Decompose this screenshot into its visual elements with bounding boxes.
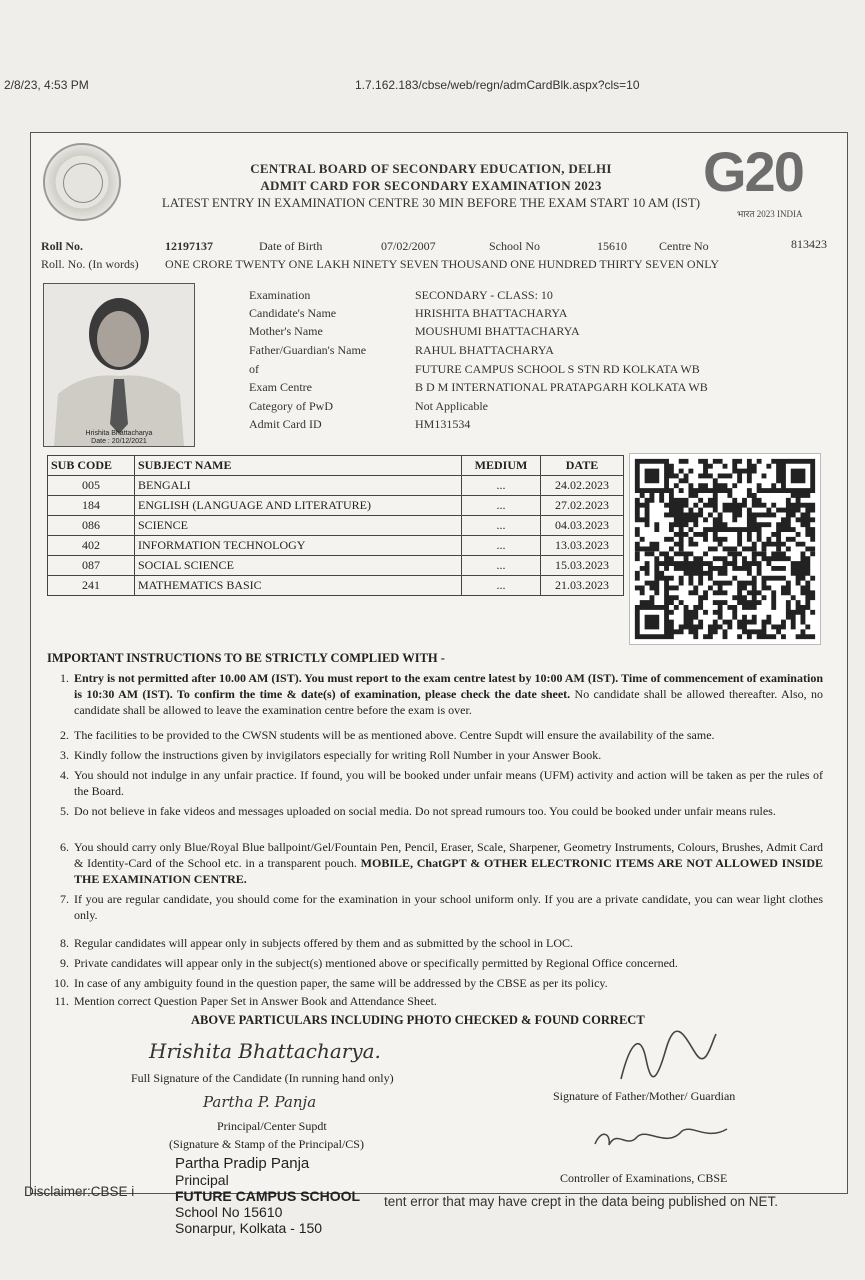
- subject-name: INFORMATION TECHNOLOGY: [135, 536, 462, 556]
- table-row: [48, 556, 624, 576]
- subject-name: SCIENCE: [135, 516, 462, 536]
- exam-date: 21.03.2023: [541, 576, 624, 596]
- instruction-bold: MOBILE, ChatGPT & OTHER ELECTRONIC ITEMS ARE NOT ALLOWED INSIDE THE EXAMINATION CENTRE.: [74, 856, 823, 886]
- principal-label: Principal/Center Supdt: [217, 1119, 327, 1133]
- stamp-school: FUTURE CAMPUS SCHOOL: [175, 1188, 361, 1204]
- exam-date: 13.03.2023: [541, 536, 624, 556]
- medium: ...: [462, 576, 541, 596]
- detail-value: FUTURE CAMPUS SCHOOL S STN RD KOLKATA WB: [415, 362, 700, 376]
- instruction-item: [47, 767, 823, 799]
- exam-date: 24.02.2023: [541, 476, 624, 496]
- table-row: [48, 516, 624, 536]
- cbse-logo-icon: [43, 143, 121, 221]
- medium: ...: [462, 496, 541, 516]
- stamp-address: Sonarpur, Kolkata - 150: [175, 1220, 323, 1236]
- subject-name: BENGALI: [135, 476, 462, 496]
- detail-value: MOUSHUMI BHATTACHARYA: [415, 324, 580, 338]
- candidate-silhouette-icon: [44, 284, 194, 446]
- instruction-number: 8.: [60, 936, 69, 950]
- school-label: School No: [489, 239, 540, 253]
- disclaimer-end: tent error that may have crept in the data being published on NET.: [384, 1194, 778, 1209]
- col-subject-name: SUBJECT NAME: [135, 456, 462, 476]
- instruction-item: [47, 935, 823, 951]
- instruction-number: 1.: [60, 671, 69, 685]
- stamp-title: Principal: [175, 1172, 229, 1188]
- disclaimer-start: Disclaimer:CBSE i: [24, 1184, 135, 1199]
- photo-caption: [44, 430, 194, 446]
- sub-code: 241: [48, 576, 135, 596]
- detail-value: HRISHITA BHATTACHARYA: [415, 306, 568, 320]
- candidate-photo: [43, 283, 195, 447]
- centre-label: Centre No: [659, 239, 709, 253]
- medium: ...: [462, 476, 541, 496]
- g20-logo: G20: [703, 140, 803, 203]
- candidate-signature-label: Full Signature of the Candidate (In running hand only): [131, 1071, 394, 1085]
- controller-label: Controller of Examinations, CBSE: [560, 1171, 728, 1185]
- medium: ...: [462, 516, 541, 536]
- medium: ...: [462, 536, 541, 556]
- admit-card: [30, 132, 848, 1194]
- instruction-number: 10.: [54, 976, 69, 990]
- instruction-number: 3.: [60, 748, 69, 762]
- detail-label: Examination: [249, 288, 311, 302]
- col-medium: MEDIUM: [462, 456, 541, 476]
- roll-label: Roll No.: [41, 239, 83, 253]
- instruction-text: You should not indulge in any unfair practice. If found, you will be booked under unfair means (UFM) activity and action will be taken as per the rules of the Board.: [74, 768, 823, 798]
- instruction-number: 4.: [60, 768, 69, 782]
- stamp-name: Partha Pradip Panja: [175, 1155, 310, 1172]
- instruction-text: In case of any ambiguity found in the question paper, the same will be addressed by the CBSE as per its policy.: [74, 976, 608, 990]
- table-row: [48, 476, 624, 496]
- qr-code-icon: [630, 454, 820, 644]
- instruction-item: [47, 670, 823, 718]
- sub-code: 184: [48, 496, 135, 516]
- instruction-text: If you are regular candidate, you should come for the examination in your school uniform only. If you are a private candidate, you can wear light clothes only.: [74, 892, 823, 922]
- photo-caption-date: Date : 20/12/2021: [91, 438, 147, 445]
- instruction-text: Private candidates will appear only in the subject(s) mentioned above or specifically permitted by Regional Office concerned.: [74, 956, 678, 970]
- instruction-item: [47, 747, 823, 763]
- roll-words-value: ONE CRORE TWENTY ONE LAKH NINETY SEVEN THOUSAND ONE HUNDRED THIRTY SEVEN ONLY: [165, 257, 720, 271]
- instructions-title: IMPORTANT INSTRUCTIONS TO BE STRICTLY COMPLIED WITH -: [47, 651, 445, 665]
- g20-subtitle: भारत 2023 INDIA: [737, 209, 803, 219]
- detail-value: B D M INTERNATIONAL PRATAPGARH KOLKATA WB: [415, 380, 708, 394]
- detail-label: Candidate's Name: [249, 306, 337, 320]
- school-value: 15610: [597, 239, 627, 253]
- entry-notice: LATEST ENTRY IN EXAMINATION CENTRE 30 MIN BEFORE THE EXAM START 10 AM (IST): [161, 195, 701, 210]
- candidate-signature: Hrishita Bhattacharya.: [149, 1039, 381, 1063]
- instruction-bold: Entry is not permitted after 10.00 AM (IST). You must report to the exam centre latest by 10:00 AM (IST). Time of commencement of examination is 10:30 AM (IST). To confirm the time & date(s) of examination, please check the date sheet.: [74, 671, 823, 701]
- col-date: DATE: [541, 456, 624, 476]
- parent-signature-label: Signature of Father/Mother/ Guardian: [553, 1089, 736, 1103]
- table-row: [48, 576, 624, 596]
- board-title: CENTRAL BOARD OF SECONDARY EDUCATION, DELHI: [250, 161, 612, 176]
- table-row: [48, 536, 624, 556]
- instruction-item: [47, 955, 823, 971]
- dob-value: 07/02/2007: [381, 239, 436, 253]
- subject-name: MATHEMATICS BASIC: [135, 576, 462, 596]
- instruction-text: No candidate shall be allowed thereafter. Also, no candidate shall be allowed to leave the examination centre before the exam is over.: [74, 687, 824, 717]
- sub-code: 087: [48, 556, 135, 576]
- instruction-number: 7.: [60, 892, 69, 906]
- subjects-header-row: [48, 456, 624, 476]
- instruction-number: 11.: [54, 994, 69, 1008]
- sub-code: 086: [48, 516, 135, 536]
- dob-label: Date of Birth: [259, 239, 323, 253]
- instruction-item: [47, 839, 823, 887]
- detail-value: HM131534: [415, 417, 471, 431]
- detail-label: Mother's Name: [249, 324, 323, 338]
- detail-label: Admit Card ID: [249, 417, 322, 431]
- detail-label: of: [249, 362, 259, 376]
- instruction-number: 5.: [60, 804, 69, 818]
- instruction-text: Do not believe in fake videos and messages uploaded on social media. Do not spread rumours too. You could be booked under unfair means rules.: [74, 804, 776, 818]
- subjects-table: [47, 455, 624, 596]
- qr-modules: [635, 459, 815, 639]
- subject-name: SOCIAL SCIENCE: [135, 556, 462, 576]
- parent-signature-icon: [611, 1029, 721, 1089]
- instruction-text: Regular candidates will appear only in subjects offered by them and as submitted by the school in LOC.: [74, 936, 573, 950]
- instruction-item: [47, 891, 823, 923]
- confirm-text: ABOVE PARTICULARS INCLUDING PHOTO CHECKED & FOUND CORRECT: [191, 1013, 645, 1027]
- instruction-number: 2.: [60, 728, 69, 742]
- detail-label: Exam Centre: [249, 380, 312, 394]
- instruction-item: [47, 803, 823, 819]
- instruction-text: The facilities to be provided to the CWSN students will be as mentioned above. Centre Supdt will ensure the availability of the same.: [74, 728, 715, 742]
- detail-value: Not Applicable: [415, 399, 488, 413]
- instruction-item: [47, 993, 823, 1009]
- exam-date: 27.02.2023: [541, 496, 624, 516]
- principal-signature: Partha P. Panja: [203, 1093, 317, 1111]
- instruction-item: [47, 727, 823, 743]
- exam-date: 15.03.2023: [541, 556, 624, 576]
- principal-stamp-label: (Signature & Stamp of the Principal/CS): [169, 1137, 364, 1151]
- instruction-text: Mention correct Question Paper Set in Answer Book and Attendance Sheet.: [74, 994, 437, 1008]
- detail-label: Category of PwD: [249, 399, 333, 413]
- card-title: ADMIT CARD FOR SECONDARY EXAMINATION 2023: [260, 178, 602, 193]
- subject-name: ENGLISH (LANGUAGE AND LITERATURE): [135, 496, 462, 516]
- print-url: 1.7.162.183/cbse/web/regn/admCardBlk.aspx?cls=10: [355, 78, 640, 92]
- instruction-text: Kindly follow the instructions given by invigilators especially for writing Roll Number in your Answer Book.: [74, 748, 602, 762]
- medium: ...: [462, 556, 541, 576]
- centre-value: 813423: [791, 237, 827, 251]
- roll-words-label: Roll. No. (In words): [41, 257, 139, 271]
- table-row: [48, 496, 624, 516]
- exam-date: 04.03.2023: [541, 516, 624, 536]
- print-datetime: 2/8/23, 4:53 PM: [4, 78, 89, 92]
- controller-signature-icon: [587, 1119, 737, 1159]
- instruction-number: 6.: [60, 840, 69, 854]
- detail-label: Father/Guardian's Name: [249, 343, 367, 357]
- instruction-item: [47, 975, 823, 991]
- instruction-number: 9.: [60, 956, 69, 970]
- detail-value: RAHUL BHATTACHARYA: [415, 343, 554, 357]
- sub-code: 005: [48, 476, 135, 496]
- sub-code: 402: [48, 536, 135, 556]
- stamp-school-no: School No 15610: [175, 1204, 283, 1220]
- instruction-text: You should carry only Blue/Royal Blue ballpoint/Gel/Fountain Pen, Pencil, Eraser, Scale, Sharpener, Geometry Instruments, Colours, Brushes, Admit Card & Identity-Card of the School etc. in a transparent pouch.: [74, 840, 823, 870]
- detail-value: SECONDARY - CLASS: 10: [415, 288, 553, 302]
- qr-code: [629, 453, 821, 645]
- photo-caption-name: Hrishita Bhattacharya: [85, 430, 153, 437]
- roll-value: 12197137: [165, 239, 213, 253]
- col-sub-code: SUB CODE: [48, 456, 135, 476]
